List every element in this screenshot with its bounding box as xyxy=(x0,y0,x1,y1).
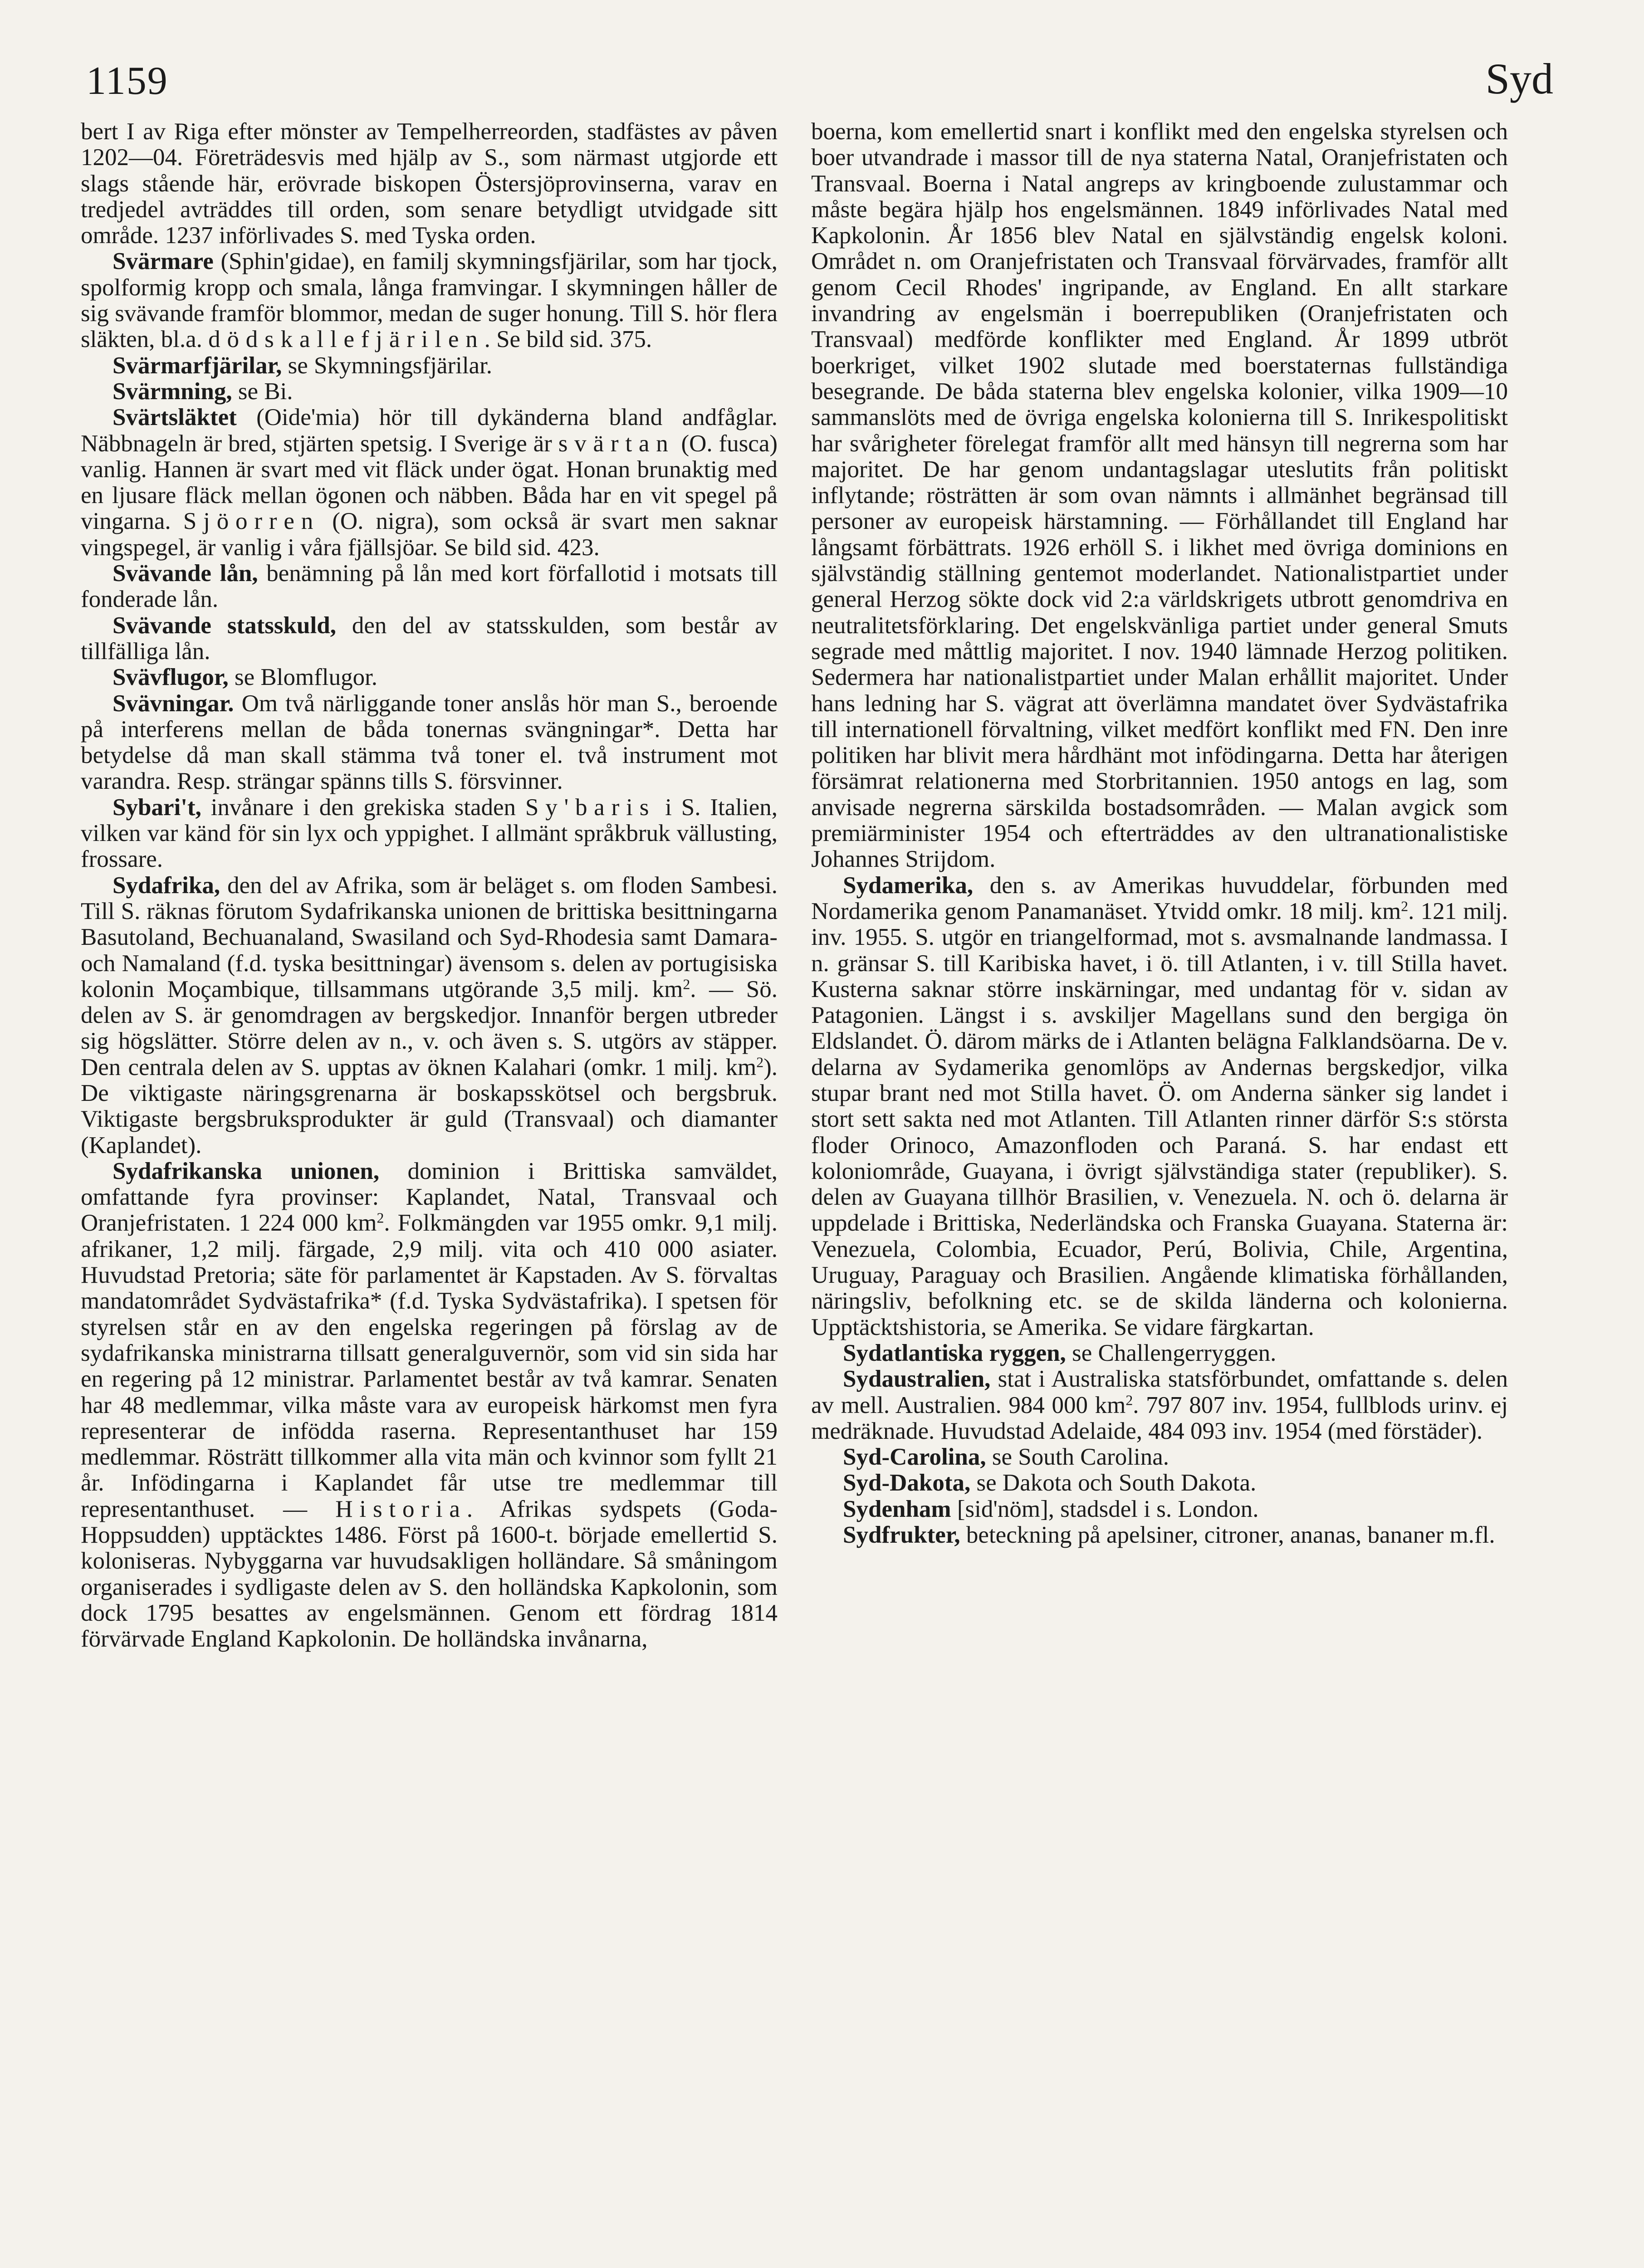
entry xyxy=(81,119,778,249)
superscript: 2 xyxy=(1125,1392,1133,1408)
entry-text: (Oide'mia) hör till dykänderna bland andfåglar. Näbbnageln är bred, stjärten spetsig. I Sverige är xyxy=(81,404,778,457)
superscript: 2 xyxy=(377,1210,384,1226)
entry-text: . Se bild sid. 375. xyxy=(484,326,652,353)
entry-text: benämning på lån med kort förfallotid i motsats till fonderade lån. xyxy=(81,560,778,613)
spaced-term: Historia xyxy=(335,1496,467,1522)
spaced-term: Sjöorren xyxy=(183,508,320,535)
entry xyxy=(811,1470,1508,1496)
entry-text: . Folkmängden var 1955 omkr. 9,1 milj. afrikaner, 1,2 milj. färgade, 2,9 milj. vita och 410 000 asiater. Huvudstad Pretoria; säte för parlamentet är Kapstaden. Av S. förvaltas mandatområdet Sydvästafrika* (f.d. Tyska Sydvästafrika). I spetsen för styrelsen står en av den engelska regeringen på förslag av de sydafrikanska ministrarna tillsatt generalguvernör, som vid sin sida har en regering på 12 ministrar. Parlamentet består av två kamrar. Senaten har 48 medlemmar, vilka måste vara av europeisk härkomst men fyra representerar de infödda raserna. Representanthuset har 159 medlemmar. Rösträtt tillkommer alla vita män och kvinnor som fyllt 21 år. Infödingarna i Kaplandet får utse tre medlemmar till representanthuset. — xyxy=(81,1210,778,1522)
entry xyxy=(811,873,1508,1340)
entry xyxy=(811,1340,1508,1366)
entry-text: den s. av Amerikas huvuddelar, förbunden med Nordamerika genom Panamanäset. Ytvidd omkr. 18 milj. km xyxy=(811,872,1508,924)
entry-headword: Svärtsläktet xyxy=(113,404,237,431)
entry xyxy=(811,1444,1508,1470)
entry-text: se Challengerryggen. xyxy=(1066,1339,1277,1366)
entry-text: ). De viktigaste näringsgrenarna är boskapsskötsel och bergsbruk. Viktigaste bergsbruksprodukter är guld (Transvaal) och diamanter (Kaplandet). xyxy=(81,1054,778,1158)
entry-headword: Sybari't, xyxy=(113,794,201,821)
page-number: 1159 xyxy=(86,59,168,103)
entry xyxy=(81,1158,778,1652)
entry-text: i S. Italien, vilken var känd för sin lyx och yppighet. I allmänt språkbruk vällusting, frossare. xyxy=(81,794,778,873)
entry-text: (Sphin'gidae), en familj skymningsfjärilar, som har tjock, spolformig kropp och smala, långa framvingar. I skymningen håller de sig svävande framför blommor, medan de suger honung. Till S. hör flera släkten, bl.a. xyxy=(81,248,778,353)
spaced-term: Sy'baris xyxy=(525,794,656,821)
entry xyxy=(81,691,778,795)
entry-headword: Svävningar. xyxy=(113,690,234,717)
entry xyxy=(811,119,1508,873)
entry-text: . 121 milj. inv. 1955. S. utgör en triangelformad, mot s. avsmalnande landmassa. I n. gränsar S. till Karibiska havet, i ö. till Atlanten, i v. till Stilla havet. Kusterna saknar större inskärningar, med undantag för v. sidan av Patagonien. Längst i s. avskiljer Magellans sund den bergiga ön Eldslandet. Ö. därom märks de i Atlanten belägna Falklandsöarna. De v. delarna av Sydamerika genomlöps av Andernas bergskedjor, vilka stupar brant ned mot Stilla havet. Ö. om Anderna sänker sig landet i stort sett sakta ned mot Atlanten. Till Atlanten rinner därför S:s största floder Orinoco, Amazonfloden och Paraná. S. har endast ett koloniområde, Guayana, i övrigt självständiga stater (republiker). S. delen av Guayana tillhör Brasilien, v. Venezuela. N. och ö. delarna är uppdelade i Brittiska, Nederländska och Franska Guayana. Staterna är: Venezuela, Colombia, Ecuador, Perú, Bolivia, Chile, Argentina, Uruguay, Paraguay och Brasilien. Angående klimatiska förhållanden, näringsliv, befolkning etc. se de skilda länderna och kolonierna. Upptäcktshistoria, se Amerika. Se vidare färgkartan. xyxy=(811,898,1508,1340)
right-column xyxy=(811,119,1508,1548)
entry-headword: Sydamerika, xyxy=(843,872,974,899)
entry-headword: Sydaustralien, xyxy=(843,1366,991,1393)
entry xyxy=(81,665,778,690)
entry-text: . 797 807 inv. 1954, fullblods urinv. ej medräknade. Huvudstad Adelaide, 484 093 inv. 1954 (med förstäder). xyxy=(811,1392,1508,1444)
left-column xyxy=(81,119,778,1652)
entry-headword: Svärmarfjärilar, xyxy=(113,352,282,379)
entry-text: den del av Afrika, som är beläget s. om floden Sambesi. Till S. räknas förutom Sydafrikanska unionen de brittiska besittningarna Basutoland, Bechuanaland, Swasiland och Syd-Rhodesia samt Damara- och Namaland (f.d. tyska besittningar) ävensom s. delen av portugisiska kolonin Moçambique, tillsammans utgörande 3,5 milj. km xyxy=(81,872,778,1002)
entry-text: (O. fusca) vanlig. Hannen är svart med vit fläck under ögat. Honan brunaktig med en ljusare fläck mellan ögonen och näbben. Båda har en vit spegel på vingarna. xyxy=(81,430,778,535)
entry-headword: Sydfrukter, xyxy=(843,1522,960,1549)
entry-text: bert I av Riga efter mönster av Tempelherreorden, stadfästes av påven 1202—04. Företrädesvis med hjälp av S., som närmast utgjorde ett slags stående här, erövrade biskopen Östersjöprovinserna, varav en tredjedel avträddes till orden, som senare betydligt utvidgade sitt område. 1237 införlivades S. med Tyska orden. xyxy=(81,118,778,249)
spaced-term: dödskallefjärilen xyxy=(208,326,484,353)
entry-text: den del av statsskulden, som består av tillfälliga lån. xyxy=(81,612,778,665)
entry-headword: Sydatlantiska ryggen, xyxy=(843,1339,1066,1366)
entry-text: se Bi. xyxy=(232,378,293,405)
entry-text: beteckning på apelsiner, citroner, ananas, bananer m.fl. xyxy=(960,1522,1495,1549)
entry-headword: Syd-Dakota, xyxy=(843,1470,971,1496)
entry-text: dominion i Brittiska samväldet, omfattande fyra provinser: Kaplandet, Natal, Transvaal och Oranjefristaten. 1 224 000 km xyxy=(81,1158,778,1237)
entry xyxy=(81,249,778,352)
entry xyxy=(811,1496,1508,1522)
entry-text: . Afrikas sydspets (Goda-Hoppsudden) upptäcktes 1486. Först på 1600-t. började emellertid S. koloniseras. Nybyggarna var huvudsakligen holländare. Så småningom organiserades i sydligaste delen av S. den holländska Kapkolonin, som dock 1795 besattes av engelsmännen. Genom ett fördrag 1814 förvärvade England Kapkolonin. De holländska invånarna, xyxy=(81,1496,778,1652)
entry-text: (O. nigra), som också är svart men saknar vingspegel, är vanlig i våra fjällsjöar. Se bild sid. 423. xyxy=(81,508,778,561)
running-head: Syd xyxy=(1485,54,1553,103)
entry xyxy=(81,613,778,665)
entry-text: se Dakota och South Dakota. xyxy=(970,1470,1257,1496)
spaced-term: svärtan xyxy=(558,430,675,457)
entry-headword: Svävande lån, xyxy=(113,560,258,587)
entry xyxy=(81,353,778,379)
superscript: 2 xyxy=(1401,898,1409,914)
entry-text: se South Carolina. xyxy=(986,1444,1169,1471)
entry xyxy=(81,379,778,405)
entry-text: invånare i den grekiska staden xyxy=(201,794,525,821)
entry-text: se Skymningsfjärilar. xyxy=(282,352,493,379)
entry-headword: Svävflugor, xyxy=(113,664,229,691)
superscript: 2 xyxy=(683,976,690,992)
entry-text: se Blomflugor. xyxy=(228,664,378,691)
entry xyxy=(811,1522,1508,1548)
entry xyxy=(81,405,778,561)
entry xyxy=(81,561,778,613)
entry-headword: Svärmning, xyxy=(113,378,232,405)
entry-headword: Sydafrika, xyxy=(113,872,220,899)
entry-text: . — Sö. delen av S. är genomdragen av bergskedjor. Innanför bergen utbreder sig högslätter. Större delen av n., v. och även s. S. utgörs av stäpper. Den centrala delen av S. upptas av öknen Kalahari (omkr. 1 milj. km xyxy=(81,976,778,1080)
entry-text: boerna, kom emellertid snart i konflikt med den engelska styrelsen och boer utvandrade i massor till de nya staterna Natal, Oranjefristaten och Transvaal. Boerna i Natal angreps av kringboende zulustammar och måste begära hjälp hos engelsmännen. 1849 införlivades Natal med Kapkolonin. År 1856 blev Natal en självständig engelsk koloni. Området n. om Oranjefristaten och Transvaal förvärvades, framför allt genom Cecil Rhodes' ingripande, av England. En allt starkare invandring av engelsmän i boerrepubliken (Oranjefristaten och Transvaal) medförde konflikter med England. År 1899 utbröt boerkriget, vilket 1902 slutade med boerstaternas fullständiga besegrande. De båda staterna blev engelska kolonier, vilka 1909—10 sammanslöts med de övriga engelska kolonierna till S. Inrikespolitiskt har svårigheter förelegat framför allt med hänsyn till negrerna som har majoritet. De har genom undantagslagar uteslutits från politiskt inflytande; rösträtten är som ovan nämnts i allmänhet begränsad till personer av europeisk härstamning. — Förhållandet till England har långsamt förbättrats. 1926 erhöll S. i likhet med övriga dominions en självständig ställning gentemot moderlandet. Nationalistpartiet under general Herzog sökte dock vid 2:a världskrigets utbrott genomdriva en neutralitetsförklaring. Det engelskvänliga partiet under general Smuts segrade med måttlig majoritet. I nov. 1940 lämnade Herzog politiken. Sedermera har nationalistpartiet under Malan erhållit majoritet. Under hans ledning har S. vägrat att överlämna mandatet över Sydvästafrika till internationell förvaltning, vilket medfört konflikt med FN. Den inre politiken har blivit mera hårdhänt mot infödingarna. Detta har återigen försämrat relationerna med Storbritannien. 1950 antogs en lag, som anvisade negrerna särskilda bostadsområden. — Malan avgick som premiärminister 1954 och efterträddes av den ultranationalistiske Johannes Strijdom. xyxy=(811,118,1508,873)
entry xyxy=(811,1366,1508,1444)
entry-text: [sid'nöm], stadsdel i s. London. xyxy=(951,1496,1259,1522)
entry-text: Om två närliggande toner anslås hör man S., beroende på interferens mellan de båda tonernas svängningar*. Detta har betydelse då man skall stämma två toner el. två instrument mot varandra. Resp. strängar spänns tills S. försvinner. xyxy=(81,690,778,795)
entry-text: stat i Australiska statsförbundet, omfattande s. delen av mell. Australien. 984 000 km xyxy=(811,1366,1508,1418)
entry-headword: Syd-Carolina, xyxy=(843,1444,986,1471)
entry xyxy=(81,795,778,873)
entry-headword: Svärmare xyxy=(113,248,214,275)
entry-headword: Sydafrikanska unionen, xyxy=(113,1158,380,1184)
entry xyxy=(81,873,778,1158)
entry-headword: Sydenham xyxy=(843,1496,951,1522)
entry-headword: Svävande statsskuld, xyxy=(113,612,336,639)
superscript: 2 xyxy=(756,1054,764,1070)
